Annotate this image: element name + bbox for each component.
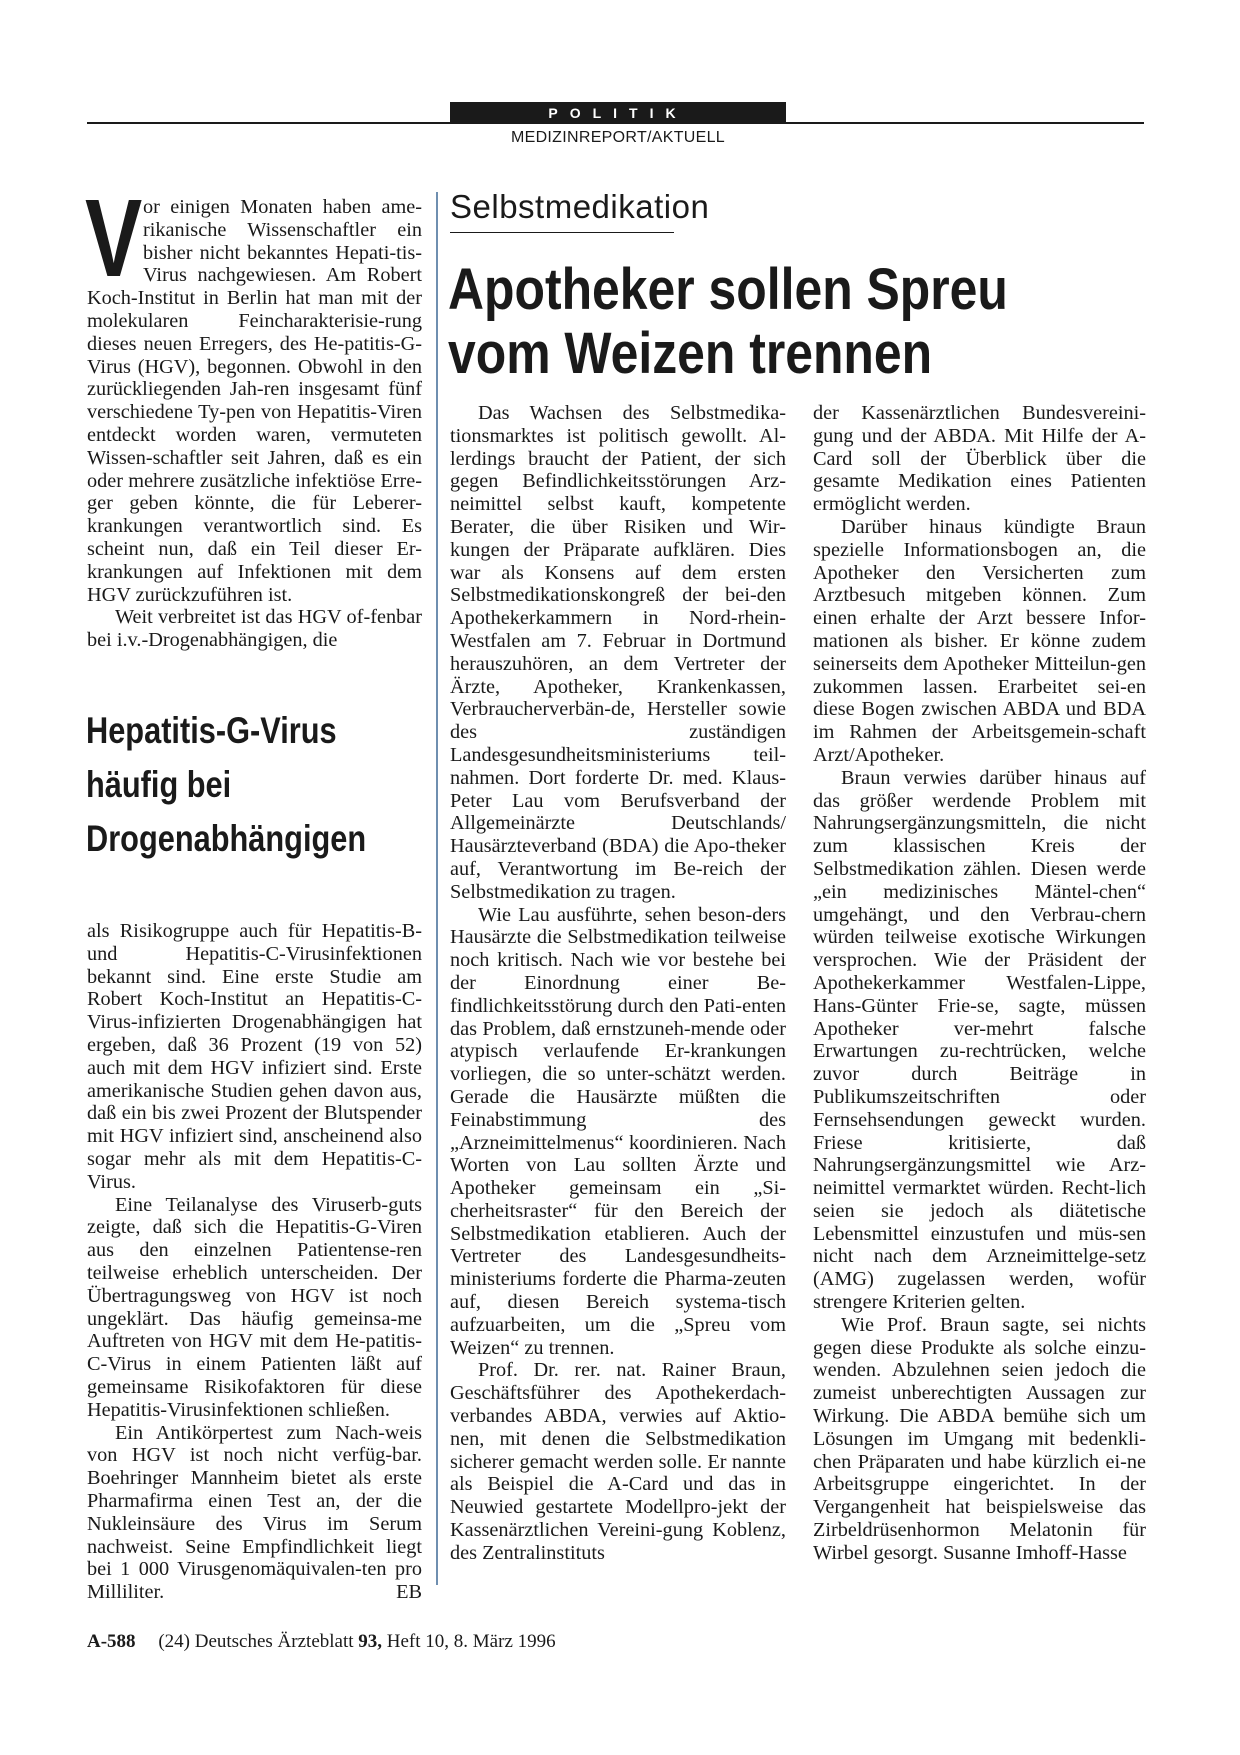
column-divider	[436, 192, 438, 1585]
main-article-column-1	[450, 402, 786, 1565]
left-article-body	[87, 920, 422, 1604]
main-headline-line: vom Weizen trennen	[448, 321, 933, 386]
main-article-para: Darüber hinaus kündigte Braun spezielle Informationsbogen an, die Apotheker den Versicherten zum Arztbesuch mitgeben können. Zum einen erhalte der Arzt bessere Infor-mationen als bisher. Er könne zudem seinerseits dem Apotheker Mitteilun-gen zukommen lassen. Erarbeitet sei-en diese Bogen zwischen ABDA und BDA im Rahmen der Arbeitsgemein-schaft Arzt/Apotheker.	[813, 515, 1146, 766]
journal-citation: (24) Deutsches Ärzteblatt	[158, 1631, 354, 1652]
left-article-intro	[85, 177, 422, 652]
drop-cap: V	[85, 177, 143, 300]
journal-issue: Heft 10, 8. März 1996	[386, 1631, 556, 1652]
page-number: A-588	[87, 1631, 136, 1652]
main-headline-line: Apotheker sollen Spreu	[448, 257, 1008, 322]
left-article-headline	[86, 703, 414, 865]
left-article-para: Weit verbreitet ist das HGV of-fenbar bei i.v.-Drogenabhängigen, die	[87, 606, 422, 652]
main-article-headline	[448, 258, 1050, 386]
main-article-para: der Kassenärztlichen Bundesvereini-gung und der ABDA. Mit Hilfe der A-Card soll der Überblick über die gesamte Medikation eines Patienten ermöglicht werden.	[813, 402, 1146, 516]
main-article-para: Braun verwies darüber hinaus auf das größer werdende Problem mit Nahrungsergänzungsmitteln, die nicht zum klassischen Kreis der Selbstmedikation zählen. Diesen werde „ein medizinisches Mäntel-chen“ umgehängt, und den Verbrau-chern würden teilweise exotische Wirkungen versprochen. Wie der Präsident der Apothekerkammer Westfalen-Lippe, Hans-Günter Frie-se, sagte, müssen Apotheker ver-mehrt falsche Erwartungen zu-rechtrücken, welche zuvor durch Beiträge in Publikumszeitschriften oder Fernsehsendungen geweckt wurden. Friese kritisierte, daß Nahrungsergänzungsmittel wie Arz-neimittel vermarktet würden. Recht-lich seien sie jedoch als diätetische Lebensmittel einzustufen und müs-sen nicht nach dem Arzneimittelge-setz (AMG) zugelassen werden, wofür strengere Kriterien gelten.	[813, 766, 1146, 1314]
left-headline-line: häufig bei	[86, 763, 232, 805]
subsection-label: MEDIZINREPORT/AKTUELL	[510, 129, 726, 146]
left-headline-line: Hepatitis-G-Virus	[86, 709, 337, 751]
main-article-para: Prof. Dr. rer. nat. Rainer Braun, Geschäftsführer des Apothekerdach-verbandes ABDA, verwies auf Aktio-nen, mit denen die Selbstmedikation sicherer gemacht werden solle. Er nannte als Beispiel die A-Card und das in Neuwied gestartete Modellpro-jekt der Kassenärztlichen Vereini-gung Koblenz, des Zentralinstituts	[450, 1359, 786, 1564]
page-footer	[87, 1631, 556, 1653]
main-article-para: Wie Prof. Braun sagte, sei nichts gegen diese Produkte als solche einzu-wenden. Abzulehnen seien jedoch die zumeist unberechtigten Aussagen zur Wirkung. Die ABDA bemühe sich um Lösungen im Umgang mit bedenkli-chen Präparaten und habe kürzlich ei-ne Arbeitsgruppe eingerichtet. In der Vergangenheit hat beispielsweise das Zirbeldrüsenhormon Melatonin für Wirbel gesorgt.	[813, 1313, 1146, 1564]
section-label: POLITIK	[450, 102, 786, 124]
kicker-rule	[450, 232, 674, 233]
left-article-para: Eine Teilanalyse des Viruserb-guts zeigte, daß sich die Hepatitis-G-Viren aus den einzelnen Patientense-ren teilweise erheblich unterscheiden. Der Übertragungsweg von HGV ist noch ungeklärt. Das häufig gemeinsa-me Auftreten von HGV mit dem He-patitis-C-Virus in einem Patienten läßt auf gemeinsame Risikofaktoren für diese Hepatitis-Virusinfektionen schließen.	[87, 1193, 422, 1421]
main-article-para: Das Wachsen des Selbstmedika-tionsmarktes ist politisch gewollt. Al-lerdings braucht der Patient, der sich gegen Befindlichkeitsstörungen Arz-neimittel selbst kauft, kompetente Berater, die über Risiken und Wir-kungen der Präparate aufklären. Dies war als Konsens auf dem ersten Selbstmedikationskongreß der bei-den Apothekerkammern in Nord-rhein-Westfalen am 7. Februar in Dortmund herauszuhören, an dem Vertreter der Ärzte, Apotheker, Krankenkassen, Verbraucherverbän-de, Hersteller sowie des zuständigen Landesgesundheitsministeriums teil-nahmen. Dort forderte Dr. med. Klaus-Peter Lau vom Berufsverband der Allgemeinärzte Deutschlands/ Hausärzteverband (BDA) die Apo-theker auf, Verantwortung im Be-reich der Selbstmedikation zu tragen.	[450, 402, 786, 903]
main-article-kicker: Selbstmedikation	[450, 188, 710, 225]
main-article-column-2	[813, 402, 1146, 1565]
main-article-author: Susanne Imhoff-Hasse	[943, 1541, 1127, 1564]
journal-volume: 93,	[358, 1631, 383, 1652]
left-article-para: Ein Antikörpertest zum Nach-weis von HGV ist noch nicht verfüg-bar. Boehringer Mannheim bietet als erste Pharmafirma einen Test an, der die Nukleinsäure des Virus im Serum nachweist. Seine Empfindlichkeit liegt bei 1 000 Virusgenomäquivalen-ten pro Milliliter.	[87, 1421, 422, 1604]
main-article-para: Wie Lau ausführte, sehen beson-ders Hausärzte die Selbstmedikation teilweise noch kritisch. Nach wie vor bestehe bei der Einordnung einer Be-findlichkeitsstörung durch den Pati-enten das Problem, daß ernstzuneh-mende oder atypisch verlaufende Er-krankungen vorliegen, die so unter-schätzt werden. Gerade die Hausärzte müßten die Feinabstimmung des „Arzneimittelmenus“ koordinieren. Nach Worten von Lau sollten Ärzte und Apotheker gemeinsam ein „Si-cherheitsraster“ für den Bereich der Selbstmedikation etablieren. Auch der Vertreter des Landesgesundheits-ministeriums forderte die Pharma-zeuten auf, diesen Bereich systema-tisch aufzuarbeiten, um die „Spreu vom Weizen“ zu trennen.	[450, 903, 786, 1359]
left-headline-line: Drogenabhängigen	[86, 817, 367, 859]
left-article-intro-text: or einigen Monaten haben ame-rikanische Wissenschaftler ein bisher nicht bekanntes Hepati-tis-Virus nachgewiesen. Am Robert Koch-Institut in Berlin hat man mit der molekularen Feincharakterisie-rung dieses neuen Erregers, des He-patitis-G-Virus (HGV), begonnen. Obwohl in den zurückliegenden Jah-ren insgesamt fünf verschiedene Ty-pen von Hepatitis-Viren entdeckt worden waren, vermuteten Wissen-schaftler seit Jahren, daß es ein oder mehrere zusätzliche infektiöse Erre-ger geben könnte, die für Leberer-krankungen verantwortlich sind. Es scheint nun, daß ein Teil dieser Er-krankungen auf Infektionen mit dem HGV zurückzuführen ist.	[87, 196, 422, 606]
left-article-para: als Risikogruppe auch für Hepatitis-B- und Hepatitis-C-Virusinfektionen bekannt sind. Eine erste Studie am Robert Koch-Institut an Hepatitis-C-Virus-infizierten Drogenabhängigen hat ergeben, daß 36 Prozent (19 von 52) auch mit dem HGV infiziert sind. Erste amerikanische Studien gehen davon aus, daß ein bis zwei Prozent der Blutspender mit HGV infiziert sind, anscheinend also sogar mehr als mit dem Hepatitis-C-Virus.	[87, 920, 422, 1193]
left-article-signoff: EB	[396, 1581, 422, 1604]
